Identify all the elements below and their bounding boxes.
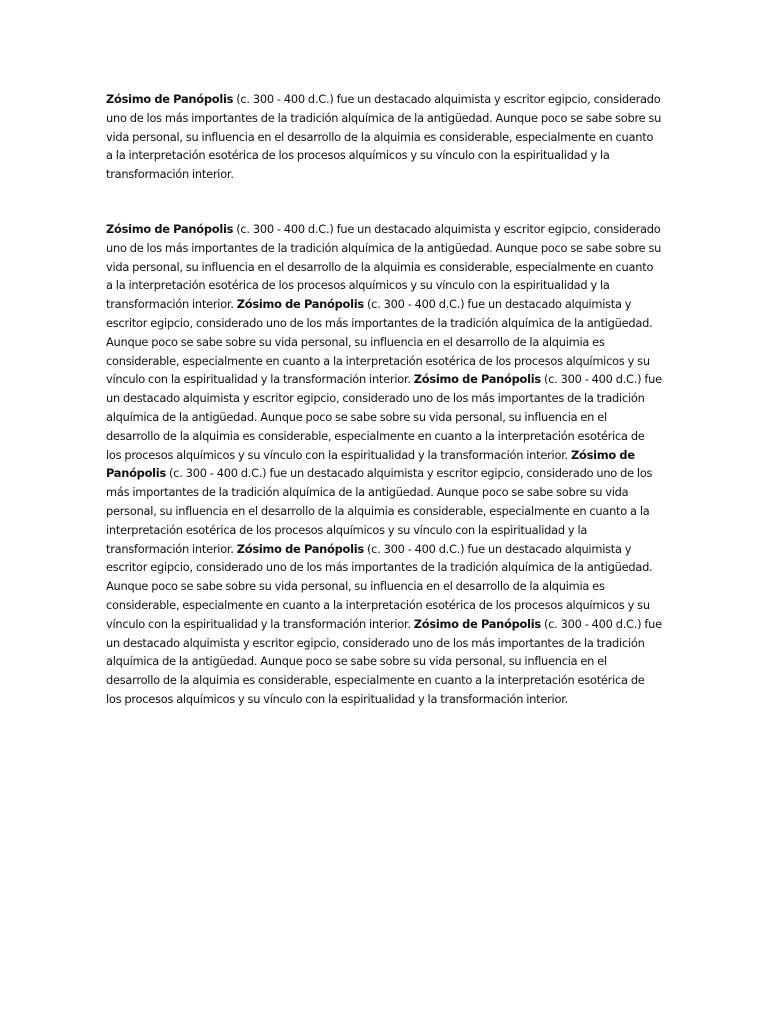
paragraph-text: (c. 300 - 400 d.C.) fue un destacado alquimista y escritor egipcio, considerado uno de los más importantes de la tradición alquímica de la antigüedad. Aunque poco se sabe sobre su vida personal, su influencia en el desarrollo de la alquimia es considerable, especialmente en cuanto a la interpretación esotérica de los procesos alquímicos y su vínculo con la espiritualidad y la transformación interior. (106, 92, 662, 182)
document-page (106, 90, 662, 709)
paragraph-text: (c. 300 - 400 d.C.) fue un destacado alquimista y escritor egipcio, considerado uno de los más importantes de la tradición alquímica de la antigüedad. Aunque poco se sabe sobre su vida personal, su influencia en el desarrollo de la alquimia es considerable, especialmente en cuanto a la interpretación esotérica de los procesos alquímicos y su vínculo con la espiritualidad y la transformación interior. (106, 221, 662, 312)
person-name: Zósimo de Panópolis (236, 541, 364, 556)
paragraph-intro (106, 90, 662, 184)
person-name: Zósimo de Panópolis (413, 616, 541, 631)
person-name: Zósimo de Panópolis (106, 221, 234, 236)
paragraph-text: (c. 300 - 400 d.C.) fue un destacado alquimista y escritor egipcio, considerado uno de los más importantes de la tradición alquímica de la antigüedad. Aunque poco se sabe sobre su vida personal, su influencia en el desarrollo de la alquimia es considerable, especialmente en cuanto a la interpretación esotérica de los procesos alquímicos y su vínculo con la espiritualidad y la transformación interior. (106, 616, 662, 706)
person-name: Zósimo de Panópolis (106, 447, 635, 481)
paragraph-text: (c. 300 - 400 d.C.) fue un destacado alquimista y escritor egipcio, considerado uno de los más importantes de la tradición alquímica de la antigüedad. Aunque poco se sabe sobre su vida personal, su influencia en el desarrollo de la alquimia es considerable, especialmente en cuanto a la interpretación esotérica de los procesos alquímicos y su vínculo con la espiritualidad y la transformación interior. (106, 297, 653, 387)
paragraph-repeated (106, 220, 662, 709)
paragraph-text: (c. 300 - 400 d.C.) fue un destacado alquimista y escritor egipcio, considerado uno de los más importantes de la tradición alquímica de la antigüedad. Aunque poco se sabe sobre su vida personal, su influencia en el desarrollo de la alquimia es considerable, especialmente en cuanto a la interpretación esotérica de los procesos alquímicos y su vínculo con la espiritualidad y la transformación interior. (106, 372, 662, 462)
person-name: Zósimo de Panópolis (236, 297, 364, 312)
paragraph-text: (c. 300 - 400 d.C.) fue un destacado alquimista y escritor egipcio, considerado uno de los más importantes de la tradición alquímica de la antigüedad. Aunque poco se sabe sobre su vida personal, su influencia en el desarrollo de la alquimia es considerable, especialmente en cuanto a la interpretación esotérica de los procesos alquímicos y su vínculo con la espiritualidad y la transformación interior. (106, 541, 653, 631)
person-name: Zósimo de Panópolis (413, 372, 541, 387)
person-name: Zósimo de Panópolis (106, 92, 234, 106)
paragraph-text: (c. 300 - 400 d.C.) fue un destacado alquimista y escritor egipcio, considerado uno de los más importantes de la tradición alquímica de la antigüedad. Aunque poco se sabe sobre su vida personal, su influencia en el desarrollo de la alquimia es considerable, especialmente en cuanto a la interpretación esotérica de los procesos alquímicos y su vínculo con la espiritualidad y la transformación interior. (106, 466, 653, 556)
